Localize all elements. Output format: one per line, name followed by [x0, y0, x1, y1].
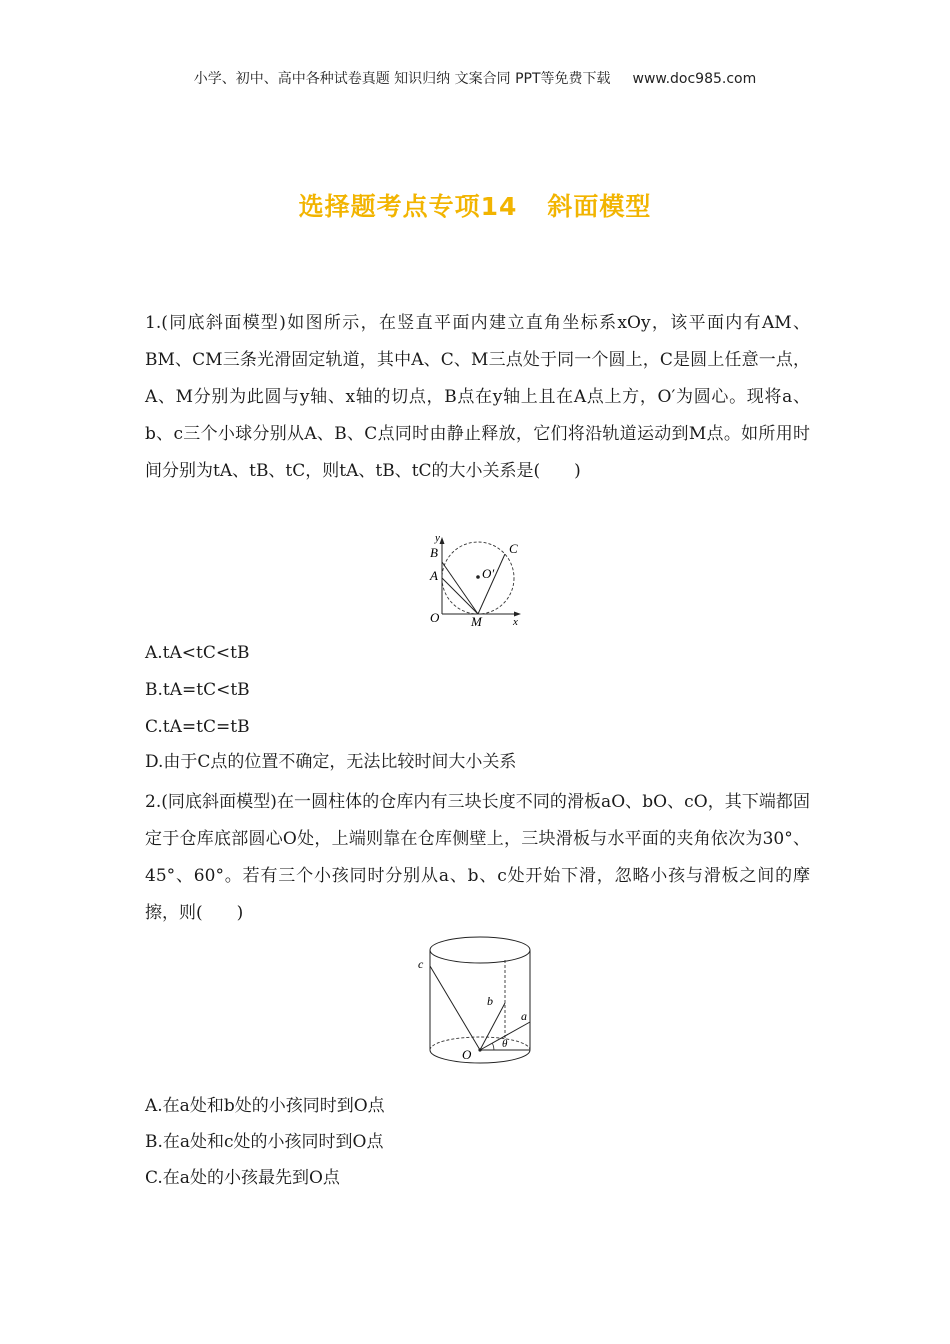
q1-label-a: A	[430, 568, 438, 583]
q2-slide-co	[430, 966, 480, 1050]
q1-track-bm	[442, 562, 478, 614]
page-header	[0, 68, 950, 88]
q2-label-o: O	[462, 1047, 472, 1062]
q2-option-c: C.在a处的小孩最先到O点	[145, 1168, 340, 1188]
q1-track-am	[442, 578, 478, 614]
q1-label-o: O	[430, 610, 440, 625]
q1-option-c: C.tA=tC=tB	[145, 717, 250, 737]
q1-label-x: x	[513, 616, 518, 628]
q2-label-b: b	[487, 994, 493, 1008]
q2-cylinder-bottom-front	[430, 1050, 530, 1063]
q2-label-c: c	[418, 957, 424, 971]
title-sub: 斜面模型	[547, 192, 652, 221]
q1-stem: 1.(同底斜面模型)如图所示，在竖直平面内建立直角坐标系xOy，该平面内有AM、BM、CM三条光滑固定轨道，其中A、C、M三点处于同一个圆上，C是圆上任意一点，A、M分别为此圆与y轴、x轴的切点，B点在y轴上且在A点上方，O′为圆心。现将a、b、c三个小球分别从A、B、C点同时由静止释放，它们将沿轨道运动到M点。如所用时间分别为tA、tB、tC，则tA、tB、tC的大小关系是( )	[145, 313, 810, 481]
title-main: 选择题考点专项14	[298, 192, 518, 221]
q2-center-dot	[478, 1048, 481, 1051]
q2-option-a: A.在a处和b处的小孩同时到O点	[145, 1096, 385, 1116]
q1-track-cm	[478, 554, 505, 614]
q1-figure	[425, 528, 525, 628]
q1-label-y: y	[435, 532, 440, 544]
q1-option-a: A.tA<tC<tB	[145, 643, 250, 663]
header-text: 小学、初中、高中各种试卷真题 知识归纳 文案合同 PPT等免费下载	[193, 71, 611, 87]
q2-option-b: B.在a处和c处的小孩同时到O点	[145, 1132, 384, 1152]
q1-option-b: B.tA=tC<tB	[145, 680, 250, 700]
q1-label-b: B	[430, 545, 438, 560]
q2-angle-arc	[493, 1044, 495, 1051]
q1-label-o-prime: O′	[482, 566, 495, 581]
q2-label-theta: θ	[502, 1038, 508, 1050]
q2-cylinder-bottom-back	[430, 1037, 530, 1050]
page-title	[0, 187, 950, 223]
q2-cylinder-top	[430, 937, 530, 963]
q1-option-d: D.由于C点的位置不确定，无法比较时间大小关系	[145, 752, 517, 772]
q1-label-c: C	[509, 541, 518, 556]
q2-figure	[412, 928, 537, 1068]
header-url[interactable]: www.doc985.com	[632, 71, 757, 87]
q2-label-a: a	[521, 1009, 527, 1023]
q1-center-dot	[476, 575, 480, 579]
q1-label-m: M	[471, 614, 482, 628]
q2-stem: 2.(同底斜面模型)在一圆柱体的仓库内有三块长度不同的滑板aO、bO、cO，其下端都固定于仓库底部圆心O处，上端则靠在仓库侧壁上，三块滑板与水平面的夹角依次为30°、45°、60°。若有三个小孩同时分别从a、b、c处开始下滑，忽略小孩与滑板之间的摩擦，则( )	[145, 792, 810, 923]
q1-y-arrow	[440, 537, 445, 544]
